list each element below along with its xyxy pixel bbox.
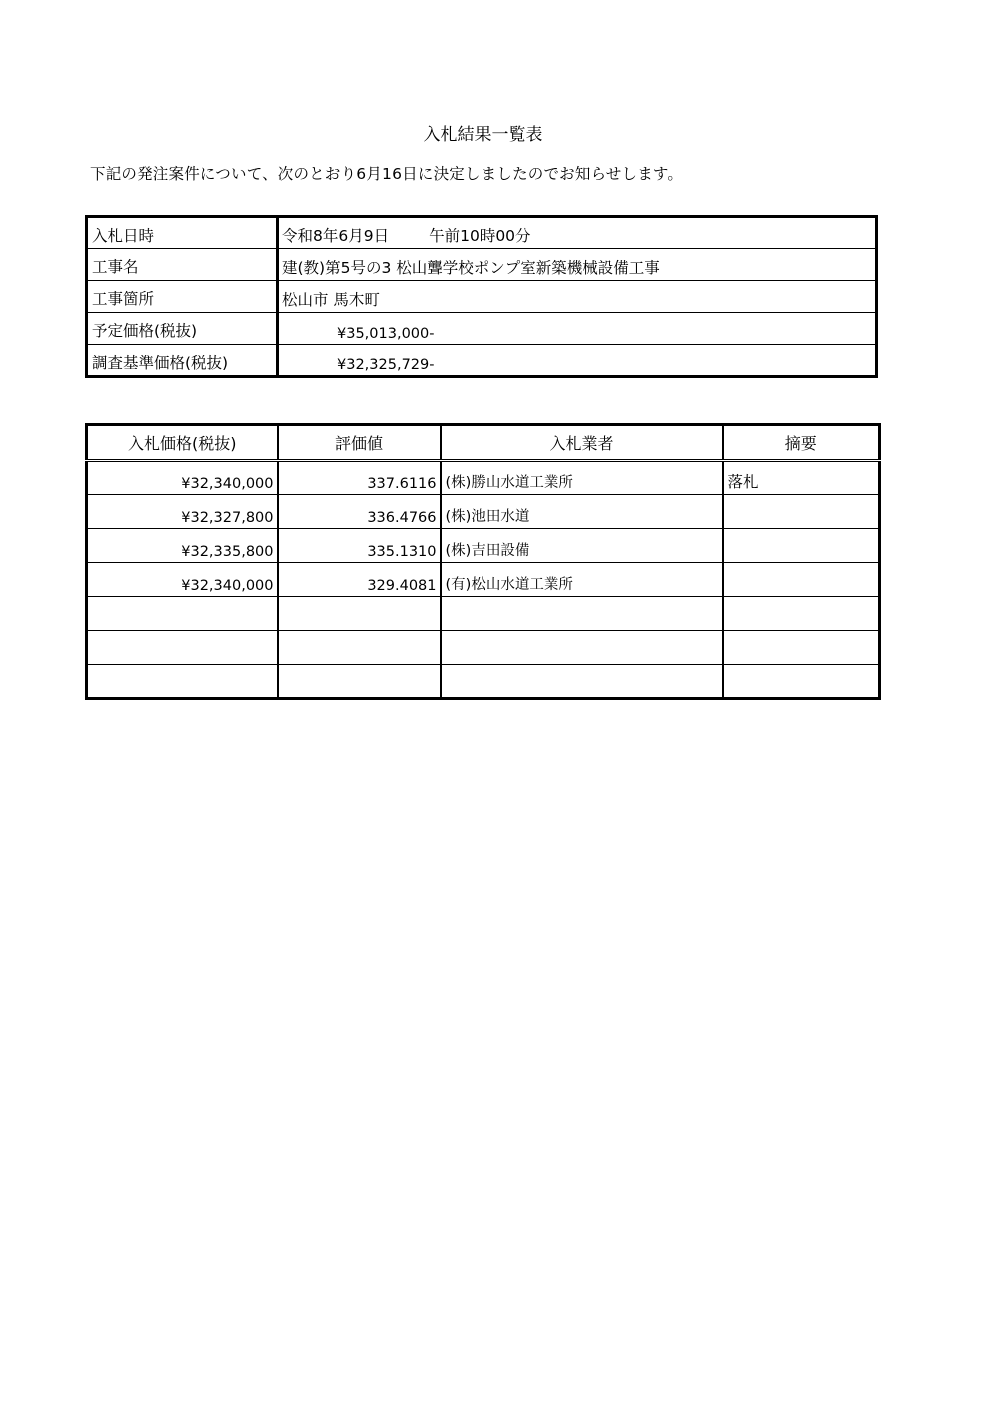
- bid-datetime-label: 入札日時: [87, 217, 278, 249]
- score-cell: [278, 597, 441, 631]
- header-score: 評価値: [278, 425, 441, 461]
- project-name-value: 建(教)第5号の3 松山聾学校ポンプ室新築機械設備工事: [278, 249, 877, 281]
- info-row-project-name: [87, 249, 877, 281]
- bid-price-cell: [87, 665, 278, 699]
- planned-price-label: 予定価格(税抜): [87, 313, 278, 345]
- note-cell: [723, 665, 880, 699]
- score-cell: [278, 631, 441, 665]
- score-cell: [278, 665, 441, 699]
- note-cell: [723, 597, 880, 631]
- note-cell: 落札: [723, 461, 880, 495]
- location-value: 松山市 馬木町: [278, 281, 877, 313]
- score-cell: 336.4766: [278, 495, 441, 529]
- bid-price-cell: ¥32,340,000: [87, 563, 278, 597]
- table-row: [87, 563, 880, 597]
- bid-price-cell: ¥32,340,000: [87, 461, 278, 495]
- table-row: [87, 495, 880, 529]
- bid-datetime-value: [278, 217, 877, 249]
- table-row: [87, 461, 880, 495]
- bidder-cell: (株)勝山水道工業所: [441, 461, 723, 495]
- note-cell: [723, 529, 880, 563]
- bidder-cell: (有)松山水道工業所: [441, 563, 723, 597]
- results-header-row: [87, 425, 880, 461]
- survey-price-value: ¥32,325,729-: [278, 345, 877, 377]
- bidder-cell: (株)吉田設備: [441, 529, 723, 563]
- survey-price-label: 調査基準価格(税抜): [87, 345, 278, 377]
- bid-price-cell: [87, 631, 278, 665]
- table-row: [87, 529, 880, 563]
- table-row: [87, 631, 880, 665]
- note-cell: [723, 563, 880, 597]
- bidder-cell: [441, 597, 723, 631]
- info-row-bid-datetime: [87, 217, 877, 249]
- bid-info-table: [85, 215, 878, 378]
- notice-text: 下記の発注案件について、次のとおり6月16日に決定しましたのでお知らせします。: [90, 165, 684, 183]
- header-bidder: 入札業者: [441, 425, 723, 461]
- table-row: [87, 665, 880, 699]
- bid-price-cell: [87, 597, 278, 631]
- bidder-cell: (株)池田水道: [441, 495, 723, 529]
- planned-price-value: ¥35,013,000-: [278, 313, 877, 345]
- project-name-label: 工事名: [87, 249, 278, 281]
- info-row-survey-price: [87, 345, 877, 377]
- bidder-cell: [441, 631, 723, 665]
- header-bid-price: 入札価格(税抜): [87, 425, 278, 461]
- note-cell: [723, 631, 880, 665]
- bid-price-cell: ¥32,327,800: [87, 495, 278, 529]
- header-note: 摘要: [723, 425, 880, 461]
- score-cell: 329.4081: [278, 563, 441, 597]
- bidder-cell: [441, 665, 723, 699]
- bid-date: 令和8年6月9日: [282, 227, 390, 245]
- bid-time: 午前10時00分: [429, 227, 531, 245]
- info-row-location: [87, 281, 877, 313]
- note-cell: [723, 495, 880, 529]
- location-label: 工事箇所: [87, 281, 278, 313]
- score-cell: 337.6116: [278, 461, 441, 495]
- score-cell: 335.1310: [278, 529, 441, 563]
- page-title: 入札結果一覧表: [423, 125, 543, 145]
- bid-price-cell: ¥32,335,800: [87, 529, 278, 563]
- bid-results-table: [85, 423, 881, 700]
- info-row-planned-price: [87, 313, 877, 345]
- table-row: [87, 597, 880, 631]
